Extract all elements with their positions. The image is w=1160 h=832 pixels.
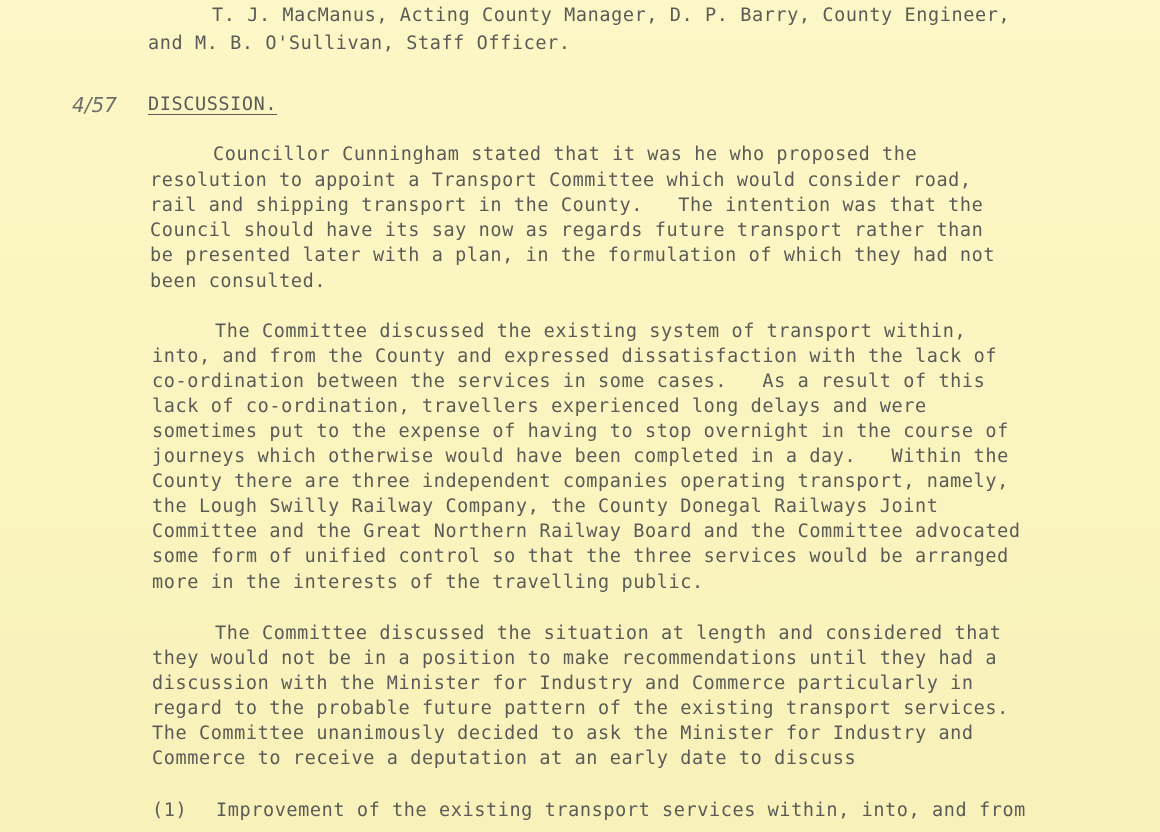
paragraph-1-line-4: Council should have its say now as regards future transport rather than bbox=[150, 220, 984, 241]
paragraph-2-line-9: Committee and the Great Northern Railway Board and the Committee advocated bbox=[152, 521, 1021, 542]
paragraph-2-line-6: journeys which otherwise would have been completed in a day. Within the bbox=[152, 446, 1009, 467]
paragraph-1-line-5: be presented later with a plan, in the formulation of which they had not bbox=[150, 245, 996, 266]
paragraph-1-line-2: resolution to appoint a Transport Committee which would consider road, bbox=[150, 170, 972, 191]
list-item-1-text: Improvement of the existing transport services within, into, and from bbox=[216, 800, 1026, 821]
minute-heading: DISCUSSION. bbox=[148, 94, 278, 115]
paragraph-1-line-6: been consulted. bbox=[150, 271, 327, 292]
paragraph-1-line-3: rail and shipping transport in the County. The intention was that the bbox=[150, 195, 984, 216]
paragraph-2-line-4: lack of co-ordination, travellers experienced long delays and were bbox=[152, 396, 927, 417]
paragraph-2-line-1: The Committee discussed the existing system of transport within, bbox=[215, 321, 967, 342]
paragraph-2-line-5: sometimes put to the expense of having to stop overnight in the course of bbox=[152, 421, 1009, 442]
paragraph-3-line-3: discussion with the Minister for Industry and Commerce particularly in bbox=[152, 673, 974, 694]
paragraph-3-line-1: The Committee discussed the situation at length and considered that bbox=[215, 623, 1002, 644]
paragraph-2-line-7: County there are three independent companies operating transport, namely, bbox=[152, 471, 1009, 492]
paragraph-2-line-8: the Lough Swilly Railway Company, the County Donegal Railways Joint bbox=[152, 496, 939, 517]
paragraph-3-line-5: The Committee unanimously decided to ask the Minister for Industry and bbox=[152, 723, 974, 744]
paragraph-1-line-1: Councillor Cunningham stated that it was he who proposed the bbox=[213, 144, 918, 165]
attendance-line-2: and M. B. O'Sullivan, Staff Officer. bbox=[148, 33, 571, 54]
attendance-line-1: T. J. MacManus, Acting County Manager, D. P. Barry, County Engineer, bbox=[212, 5, 1011, 26]
list-item-1-marker: (1) bbox=[152, 800, 188, 821]
paragraph-2-line-2: into, and from the County and expressed dissatisfaction with the lack of bbox=[152, 346, 998, 367]
paragraph-2-line-11: more in the interests of the travelling public. bbox=[152, 572, 704, 593]
paragraph-3-line-2: they would not be in a position to make recommendations until they had a bbox=[152, 648, 998, 669]
minute-number: 4/57 bbox=[72, 93, 117, 117]
paragraph-3-line-6: Commerce to receive a deputation at an early date to discuss bbox=[152, 748, 857, 769]
paragraph-3-line-4: regard to the probable future pattern of the existing transport services. bbox=[152, 698, 1009, 719]
paragraph-2-line-10: some form of unified control so that the three services would be arranged bbox=[152, 546, 1009, 567]
paragraph-2-line-3: co-ordination between the services in some cases. As a result of this bbox=[152, 371, 986, 392]
